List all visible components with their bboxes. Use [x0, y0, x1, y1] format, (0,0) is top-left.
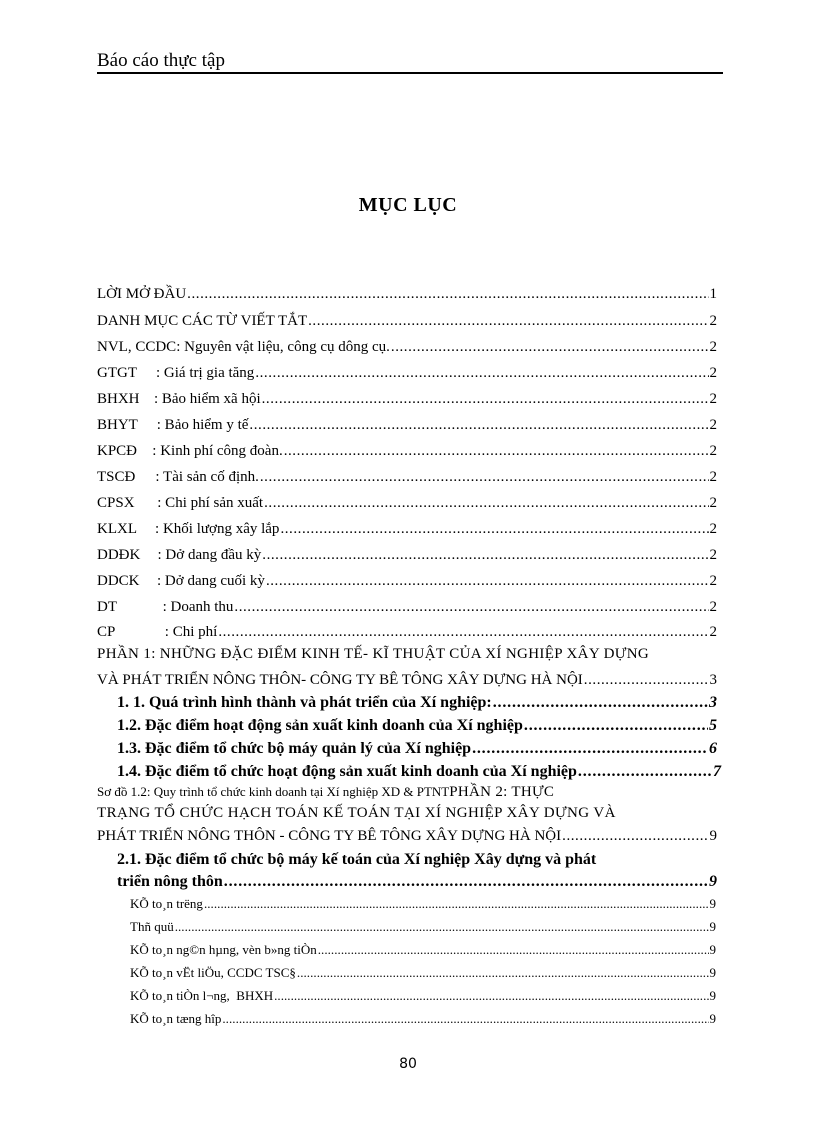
- abbreviation-meaning: : Dở dang cuối kỳ: [157, 573, 265, 589]
- abbreviation: NVL, CCDC: [97, 339, 177, 355]
- toc-entry[interactable]: [97, 672, 717, 689]
- toc-entry[interactable]: [130, 1011, 716, 1027]
- abbreviation-meaning: : Bảo hiểm y tế: [156, 417, 249, 433]
- toc-entry[interactable]: [97, 339, 717, 356]
- dot-leader: [222, 1011, 708, 1027]
- toc-page-number: 6: [709, 740, 717, 757]
- toc-entry-title[interactable]: 2.1. Đặc điểm tổ chức bộ máy kế toán của Xí nghiệp Xây dựng và phát: [117, 851, 597, 868]
- abbreviation: KPCĐ: [97, 443, 138, 459]
- dot-leader: [391, 339, 709, 356]
- toc-entry-title[interactable]: PHẦN 1: NHỮNG ĐẶC ĐIỂM KINH TẾ- KĨ THUẬT CỦA XÍ NGHIỆP XÂY DỰNG: [97, 646, 650, 662]
- toc-entry-title: DANH MỤC CÁC TỪ VIẾT TẮT: [97, 313, 308, 329]
- toc-entry[interactable]: [97, 365, 717, 382]
- toc-entry-title[interactable]: TRẠNG TỔ CHỨC HẠCH TOÁN KẾ TOÁN TẠI XÍ NGHIỆP XÂY DỰNG VÀ: [97, 805, 616, 821]
- toc-page-number: 5: [709, 717, 717, 734]
- abbreviation-meaning: : Giá trị gia tăng: [156, 365, 255, 381]
- abbreviation-meaning: : Doanh thu: [162, 599, 234, 615]
- toc-entry[interactable]: [97, 828, 717, 845]
- abbreviation-meaning: : Dở dang đầu kỳ: [157, 547, 262, 563]
- dot-leader: [262, 391, 709, 408]
- toc-page-number: 2: [709, 391, 717, 407]
- dot-leader: [562, 828, 708, 845]
- dot-leader: [280, 521, 708, 538]
- toc-entry-title: KÕ to¸n vËt liÖu, CCDC TSC§: [130, 965, 296, 980]
- toc-page-number: 9: [709, 1011, 716, 1026]
- abbreviation-meaning: : Bảo hiểm xã hội: [153, 391, 261, 407]
- toc-page-number: 9: [709, 873, 717, 890]
- toc-entry-title: KÕ to¸n trëng: [130, 896, 203, 911]
- toc-entry[interactable]: [117, 717, 717, 735]
- toc-page-number: 9: [709, 942, 716, 957]
- toc-page-number: 2: [709, 417, 717, 433]
- toc-page-number: 2: [709, 599, 717, 615]
- abbreviation-meaning: : Tài sản cố định.: [155, 469, 259, 485]
- page-number: 80: [399, 1056, 417, 1072]
- toc-entry[interactable]: [97, 391, 717, 408]
- toc-page-number: 2: [709, 573, 717, 589]
- toc-title: MỤC LỤC: [358, 194, 458, 216]
- toc-page-number: 3: [709, 694, 717, 711]
- dot-leader: [264, 495, 708, 512]
- toc-entry-title: KÕ to¸n tæng hîp: [130, 1011, 222, 1026]
- header-text: Báo cáo thực tập: [97, 50, 225, 71]
- toc-entry[interactable]: [130, 965, 716, 981]
- dot-leader: [224, 873, 708, 891]
- toc-entry[interactable]: [97, 313, 717, 330]
- dot-leader: [204, 896, 709, 912]
- toc-entry[interactable]: [97, 624, 717, 641]
- dot-leader: [274, 988, 708, 1004]
- toc-page-number: 9: [709, 988, 716, 1003]
- toc-page-number: 9: [709, 919, 716, 934]
- toc-entry-title: PHÁT TRIỂN NÔNG THÔN - CÔNG TY BÊ TÔNG XÂY DỰNG HÀ NỘI: [97, 828, 562, 844]
- toc-entry[interactable]: [117, 873, 717, 891]
- toc-page-number: 2: [709, 624, 717, 640]
- dot-leader: [578, 763, 712, 781]
- abbreviation: KLXL: [97, 521, 137, 537]
- toc-page-number: 9: [709, 896, 716, 911]
- toc-page-number: 2: [709, 443, 717, 459]
- dot-leader: [318, 942, 709, 958]
- abbreviation-meaning: : Chi phí: [164, 624, 218, 640]
- toc-page-number: 2: [709, 521, 717, 537]
- toc-page-number: 2: [709, 365, 717, 381]
- toc-entry[interactable]: [97, 495, 717, 512]
- toc-entry-title: Thñ quü: [130, 919, 174, 934]
- dot-leader: [234, 599, 708, 616]
- toc-entry-title: VÀ PHÁT TRIỂN NÔNG THÔN- CÔNG TY BÊ TÔNG XÂY DỰNG HÀ NỘI: [97, 672, 583, 688]
- abbreviation: BHXH: [97, 391, 140, 407]
- dot-leader: [493, 694, 708, 712]
- dot-leader: [218, 624, 708, 641]
- dot-leader: [472, 740, 708, 758]
- abbreviation-meaning: : Kinh phí công đoàn.: [152, 443, 283, 459]
- toc-page-number: 2: [709, 313, 717, 329]
- dot-leader: [187, 286, 708, 303]
- toc-page-number: 1: [709, 286, 717, 302]
- toc-entry[interactable]: [97, 573, 717, 590]
- toc-entry[interactable]: [117, 694, 717, 712]
- dot-leader: [249, 417, 708, 434]
- abbreviation: DDĐK: [97, 547, 141, 563]
- toc-entry[interactable]: [97, 599, 717, 616]
- page-header: [97, 50, 723, 74]
- abbreviation: DDCK: [97, 573, 140, 589]
- toc-page-number: 7: [713, 763, 721, 780]
- dot-leader: [255, 365, 708, 382]
- toc-entry-title: KÕ to¸n tiÒn l¬ng, BHXH: [130, 988, 274, 1003]
- abbreviation-meaning: : Chi phí sản xuất: [157, 495, 264, 511]
- toc-entry-title: KÕ to¸n ng©n hµng, vèn b»ng tiÒn: [130, 942, 317, 957]
- abbreviation-meaning: : Nguyên vật liệu, công cụ dông cụ.: [176, 339, 390, 355]
- diagram-caption: Sơ đồ 1.2: Quy trình tổ chức kinh doanh tại Xí nghiệp XD & PTNT: [97, 784, 450, 799]
- dot-leader: [260, 469, 709, 486]
- dot-leader: [308, 313, 708, 330]
- toc-entry[interactable]: [130, 896, 716, 912]
- toc-page-number: 9: [709, 965, 716, 980]
- abbreviation: TSCĐ: [97, 469, 136, 485]
- toc-page-number: 2: [709, 495, 717, 511]
- abbreviation: CP: [97, 624, 116, 640]
- toc-entry[interactable]: [130, 988, 716, 1004]
- dot-leader: [584, 672, 709, 689]
- dot-leader: [266, 573, 709, 590]
- dot-leader: [284, 443, 709, 460]
- toc-entry[interactable]: [97, 521, 717, 538]
- toc-entry[interactable]: [97, 286, 717, 303]
- dot-leader: [175, 919, 709, 935]
- abbreviation: DT: [97, 599, 117, 615]
- toc-entry[interactable]: [97, 547, 717, 564]
- abbreviation-meaning: : Khối lượng xây lắp: [155, 521, 280, 537]
- toc-entry[interactable]: [130, 942, 716, 958]
- toc-entry-title: 1.2. Đặc điểm hoạt động sản xuất kinh doanh của Xí nghiệp: [117, 717, 523, 734]
- abbreviation: CPSX: [97, 495, 135, 511]
- dot-leader: [524, 717, 708, 735]
- toc-entry[interactable]: [97, 443, 717, 460]
- toc-page-number: 9: [709, 828, 717, 844]
- toc-entry[interactable]: [130, 919, 716, 935]
- toc-entry-title: triển nông thôn: [117, 873, 223, 890]
- toc-page-number: 2: [709, 469, 717, 485]
- abbreviation: GTGT: [97, 365, 137, 381]
- dot-leader: [297, 965, 709, 981]
- dot-leader: [262, 547, 708, 564]
- toc-page-number: 2: [709, 339, 717, 355]
- toc-entry-title: 1.4. Đặc điểm tổ chức hoạt động sản xuất kinh doanh của Xí nghiệp: [117, 763, 577, 780]
- toc-entry-title: 1. 1. Quá trình hình thành và phát triển của Xí nghiệp:: [117, 694, 492, 711]
- toc-entry[interactable]: [117, 763, 721, 781]
- toc-entry-title: 1.3. Đặc điểm tổ chức bộ máy quản lý của Xí nghiệp: [117, 740, 472, 757]
- toc-entry-title: LỜI MỞ ĐẦU: [97, 286, 187, 302]
- toc-entry-title[interactable]: [97, 783, 554, 801]
- toc-entry[interactable]: [97, 417, 717, 434]
- toc-page-number: 3: [709, 672, 717, 688]
- toc-entry[interactable]: [117, 740, 717, 758]
- toc-entry[interactable]: [97, 469, 717, 486]
- toc-page-number: 2: [709, 547, 717, 563]
- abbreviation: BHYT: [97, 417, 138, 433]
- part-heading: PHẦN 2: THỰC: [449, 784, 555, 800]
